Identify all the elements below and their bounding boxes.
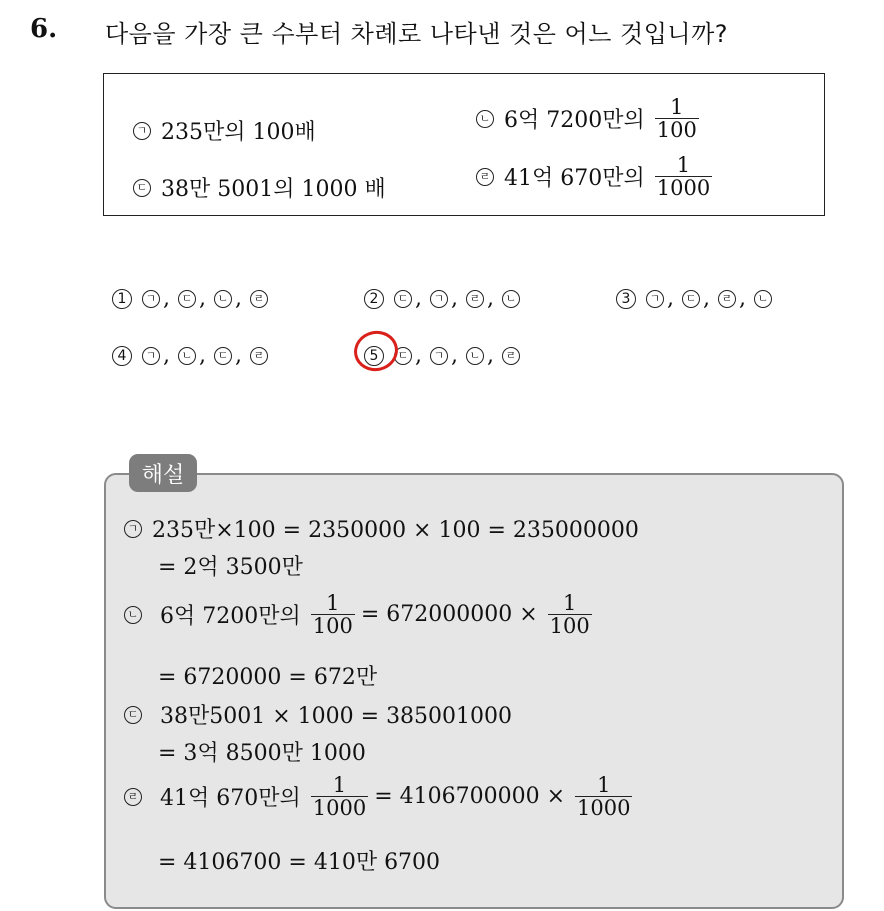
item-d: [476, 154, 712, 199]
choice-5[interactable]: 5 ㄷ , ㄱ , ㄴ , ㄹ: [364, 343, 522, 368]
item-a: [133, 115, 316, 146]
choice-3[interactable]: 3 ㄱ , ㄷ , ㄹ , ㄴ: [616, 286, 774, 311]
solution-line-1: ㄱ 235만×100 = 2350000 × 100 = 235000000: [124, 513, 639, 544]
choice-1[interactable]: 1 ㄱ , ㄷ , ㄴ , ㄹ: [112, 286, 270, 311]
mark-b: ㄴ: [476, 110, 494, 128]
mark-d: ㄹ: [476, 168, 494, 186]
mark-a: ㄱ: [133, 122, 151, 140]
item-b-text: 6억 7200만의: [504, 108, 645, 134]
question-text: 다음을 가장 큰 수부터 차례로 나타낸 것은 어느 것입니까?: [105, 20, 728, 48]
solution-line-2: = 2억 3500만: [158, 555, 303, 580]
solution-label: 해설: [129, 454, 197, 492]
choice-2[interactable]: 2 ㄷ , ㄱ , ㄹ , ㄴ: [364, 286, 522, 311]
fraction-d: $\frac{1}{1000}$: [656, 153, 711, 201]
solution-line-4: = 6720000 = 672만: [158, 665, 378, 690]
choice-4[interactable]: 4 ㄱ , ㄴ , ㄷ , ㄹ: [112, 343, 270, 368]
fraction-b: $\frac{1}{100}$: [656, 95, 697, 143]
item-d-text: 41억 670만의: [504, 166, 645, 192]
mark-c: ㄷ: [133, 179, 151, 197]
solution-line-8: = 4106700 = 410만 6700: [158, 850, 441, 875]
item-c: [133, 172, 386, 203]
item-b: [476, 96, 699, 141]
item-c-text: 38만 5001의 1000 배: [161, 177, 386, 202]
solution-line-5: ㄷ 38만5001 × 1000 = 385001000: [124, 699, 512, 730]
item-a-text: 235만의 100배: [161, 120, 316, 145]
question-number: 6.: [30, 14, 58, 44]
solution-line-3: ㄴ 6억 7200만의 $\frac{1}{100}$ = 672000000 × $\frac{1}{100}$: [124, 592, 592, 637]
solution-line-6: = 3억 8500만 1000: [158, 741, 366, 766]
solution-line-7: ㄹ 41억 670만의 $\frac{1}{1000}$ = 4106700000 × $\frac{1}{1000}$: [124, 774, 632, 819]
